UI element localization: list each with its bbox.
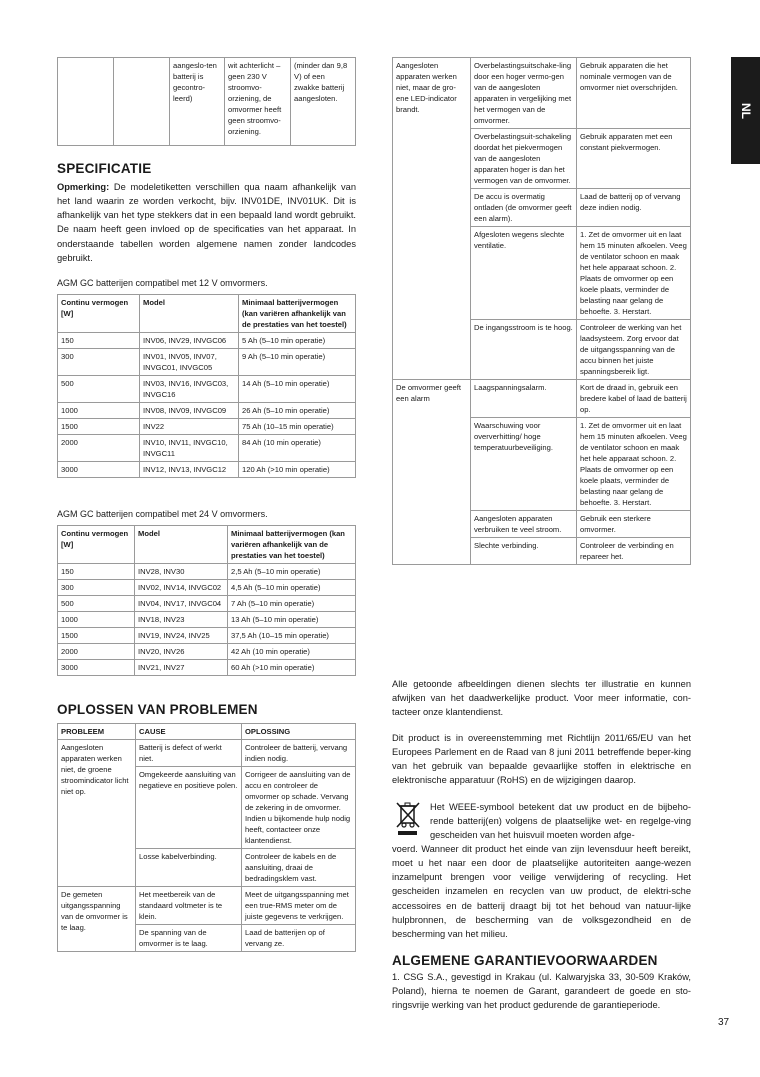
table-cell: 3000 — [58, 660, 135, 676]
table-header-cell: Model — [140, 295, 239, 333]
table-cell: INV19, INV24, INV25 — [135, 628, 228, 644]
table-cell: Controleer de werking van het laadsysteem. Zorg ervoor dat de uitgangsspanning van de accu binnen het juiste spanningsbereik ligt. — [577, 320, 691, 380]
table-cell: 1000 — [58, 403, 140, 419]
table-cell: 300 — [58, 580, 135, 596]
table-cell: Afgesloten wegens slechte ventilatie. — [471, 227, 577, 320]
table-row — [393, 58, 691, 129]
rohs-note: Dit product is in overeenstemming met Richtlijn 2011/65/EU van het Europees Parlement en de Raad van 8 juni 2011 betreffende beper-king van het gebruik van bepaalde gevaarlijke stoffen in elektrische en elektronische apparatuur (RoHS) en de wijzigingen daarop. — [392, 733, 691, 786]
weee-long-text: voerd. Wanneer dit product het einde van zijn levensduur heeft bereikt, moet u het naar een door de plaatselijke autoriteiten aange-wezen inzamelpunt brengen voor veilige verwijdering of recycling. Het gescheiden inzamelen en recyclen van uw product, de elektri-sche accessoires en de batterij draagt bij tot het behoud van natuur-lijke hulpbronnen, de bescherming van de volksgezondheid en de bescherming van het milieu. — [392, 844, 691, 939]
table-cell: 1000 — [58, 612, 135, 628]
table-row — [58, 419, 356, 435]
battery-table-12v — [57, 294, 356, 478]
table-cell: Corrigeer de aansluiting van de accu en controleer de omvormer op schade. Vervang de zekering in de omvormer. Indien u bijkomende hulp nodig heeft, contacteer onze klantendienst. — [242, 767, 356, 849]
table-cell: 1. Zet de omvormer uit en laat hem 15 minuten afkoelen. Veeg de ventilator schoon en maak het hele apparaat schoon. 2. Plaats de omvormer op een koele plaats, verminder de belasting naar gelang de behoefte. 3. Herstart. — [577, 227, 691, 320]
page-number: 37 — [718, 1017, 730, 1028]
table-cell: 4,5 Ah (5–10 min operatie) — [228, 580, 356, 596]
table-cell: 2,5 Ah (5–10 min operatie) — [228, 564, 356, 580]
table-cell: De spanning van de omvormer is te laag. — [136, 925, 242, 952]
table-row — [58, 628, 356, 644]
table-cell: INV04, INV17, INVGC04 — [135, 596, 228, 612]
table-header-cell: Continu vermogen [W] — [58, 526, 135, 564]
table-row — [58, 462, 356, 478]
battery-table-24v — [57, 525, 356, 676]
table-cell: 300 — [58, 349, 140, 376]
table-row — [58, 740, 356, 767]
warranty-title: ALGEMENE GARANTIEVOORWAARDEN — [392, 953, 658, 968]
spec-remark — [57, 180, 356, 265]
table-cell: 120 Ah (>10 min operatie) — [239, 462, 356, 478]
table-row — [58, 564, 356, 580]
table-cell: Aangesloten apparaten verbruiken te veel stroom. — [471, 511, 577, 538]
table-row — [58, 580, 356, 596]
table-cell: Kort de draad in, gebruik een bredere kabel of laad de batterij op. — [577, 380, 691, 418]
table-cell: (minder dan 9,8 V) of een zwakke batterij aangesloten. — [291, 58, 356, 146]
table-header-cell: PROBLEEM — [58, 724, 136, 740]
table-cell: Laagspanningsalarm. — [471, 380, 577, 418]
table-cell — [114, 58, 170, 146]
table-cell: Gebruik een sterkere omvormer. — [577, 511, 691, 538]
table-cell: 13 Ah (5–10 min operatie) — [228, 612, 356, 628]
trouble-table-continued — [392, 57, 691, 565]
table-cell: INV06, INV29, INVGC06 — [140, 333, 239, 349]
table-row — [58, 403, 356, 419]
table-cell: INV03, INV16, INVGC03, INVGC16 — [140, 376, 239, 403]
table-cell: Laad de batterijen op of vervang ze. — [242, 925, 356, 952]
table-cell: Overbelastingsuitschake-ling door een hoger vermo-gen van de aangesloten apparaten in vergelijking met het vermogen van de omvormer. — [471, 58, 577, 129]
table-cell: Het meetbereik van de standaard voltmeter is te klein. — [136, 887, 242, 925]
table-cell: Omgekeerde aansluiting van negatieve en positieve polen. — [136, 767, 242, 849]
table-cell: De omvormer geeft een alarm — [393, 380, 471, 565]
table-header-row — [58, 295, 356, 333]
table-row — [58, 660, 356, 676]
table-cell: 500 — [58, 376, 140, 403]
table-cell: Controleer de batterij, vervang indien nodig. — [242, 740, 356, 767]
table-cell: Overbelastingsuit-schakeling doordat het piekvermogen van de aangesloten apparaten hoger is dan het vermogen van de omvormer. — [471, 129, 577, 189]
table-row — [58, 58, 356, 146]
table-cell: Waarschuwing voor oververhitting/ hoge temperatuurbeveiliging. — [471, 418, 577, 511]
table-row — [58, 887, 356, 925]
illustration-note: Alle getoonde afbeeldingen dienen slechts ter illustratie en kunnen afwijken van het daadwerkelijke product. Voor meer informatie, con-tacteer onze klantendienst. — [392, 679, 691, 718]
weee-short-text: Het WEEE-symbool betekent dat uw product en de bijbeho-rende batterij(en) volgens de plaatselijke wet- en regelge-ving gescheiden van het huisvuil moeten worden afge- — [430, 802, 691, 841]
warranty-text: 1. CSG S.A., gevestigd in Krakau (ul. Kalwaryjska 33, 30-509 Kraków, Poland), hierna te noemen de Garant, garandeert de goede en sto-ringsvrije werking van het product gedurende de garantieperiode. — [392, 972, 691, 1011]
table-cell: De ingangsstroom is te hoog. — [471, 320, 577, 380]
table-cell: Meet de uitgangsspanning met een true-RMS meter om de juiste gegevens te verkrijgen. — [242, 887, 356, 925]
table-cell: Gebruik apparaten met een constant piekvermogen. — [577, 129, 691, 189]
table-row — [58, 376, 356, 403]
spec-title: SPECIFICATIE — [57, 161, 152, 176]
table-cell: INV02, INV14, INVGC02 — [135, 580, 228, 596]
table-cell: Batterij is defect of werkt niet. — [136, 740, 242, 767]
table-row — [58, 349, 356, 376]
trouble-table — [57, 723, 356, 952]
table-header-row — [58, 526, 356, 564]
top-partial-table — [57, 57, 356, 146]
table-cell: Losse kabelverbinding. — [136, 849, 242, 887]
table-cell: INV21, INV27 — [135, 660, 228, 676]
table-cell: INV12, INV13, INVGC12 — [140, 462, 239, 478]
trouble-title: OPLOSSEN VAN PROBLEMEN — [57, 702, 258, 717]
table-cell: 60 Ah (>10 min operatie) — [228, 660, 356, 676]
table-cell: wit achterlicht – geen 230 V stroomvo-orziening, de omvormer heeft geen stroomvo-orziening. — [225, 58, 291, 146]
table-row — [58, 596, 356, 612]
table-cell: INV08, INV09, INVGC09 — [140, 403, 239, 419]
table-cell: 7 Ah (5–10 min operatie) — [228, 596, 356, 612]
language-code: NL — [738, 102, 753, 119]
table-row — [58, 333, 356, 349]
table-cell: Laad de batterij op of vervang deze indien nodig. — [577, 189, 691, 227]
table-cell: 14 Ah (5–10 min operatie) — [239, 376, 356, 403]
table24-caption: AGM GC batterijen compatibel met 24 V omvormers. — [57, 509, 268, 519]
table-cell: 150 — [58, 333, 140, 349]
table12-caption: AGM GC batterijen compatibel met 12 V omvormers. — [57, 278, 268, 288]
table-cell: 2000 — [58, 435, 140, 462]
table-cell: 3000 — [58, 462, 140, 478]
table-cell: 9 Ah (5–10 min operatie) — [239, 349, 356, 376]
table-header-cell: OPLOSSING — [242, 724, 356, 740]
table-header-cell: Model — [135, 526, 228, 564]
weee-bin-icon — [394, 800, 422, 836]
table-header-cell: Minimaal batterijvermogen (kan variëren afhankelijk van de prestaties van het toestel) — [228, 526, 356, 564]
table-cell: 500 — [58, 596, 135, 612]
table-cell: De accu is overmatig ontladen (de omvormer geeft een alarm). — [471, 189, 577, 227]
table-cell: 42 Ah (10 min operatie) — [228, 644, 356, 660]
table-cell: aangeslo-ten batterij is gecontro-leerd) — [170, 58, 225, 146]
table-header-cell: Minimaal batterijvermogen (kan variëren afhankelijk van de prestaties van het toestel) — [239, 295, 356, 333]
remark-text: De modeletiketten verschillen qua naam afhankelijk van het land waarin ze worden verkocht, bijv. INV01DE, INV01UK. Dit is afhankelijk van het type stekkers dat in een bepaald land wordt gebruikt. De naam heeft geen invloed op de specificaties van het apparaat. In onderstaande tabellen worden algemene namen zonder landcodes gebruikt. — [57, 182, 356, 263]
table-header-cell: CAUSE — [136, 724, 242, 740]
table-cell: Gebruik apparaten die het nominale vermogen van de omvormer niet overschrijden. — [577, 58, 691, 129]
table-cell: 5 Ah (5–10 min operatie) — [239, 333, 356, 349]
table-cell: 26 Ah (5–10 min operatie) — [239, 403, 356, 419]
table-cell: 84 Ah (10 min operatie) — [239, 435, 356, 462]
language-tab — [731, 57, 760, 164]
table-row — [58, 644, 356, 660]
table-cell: Aangesloten apparaten werken niet, maar de gro-ene LED-indicator brandt. — [393, 58, 471, 380]
table-cell: 150 — [58, 564, 135, 580]
remark-label: Opmerking: — [57, 182, 110, 192]
table-header-row — [58, 724, 356, 740]
table-cell: De gemeten uitgangsspanning van de omvormer is te laag. — [58, 887, 136, 952]
table-cell: 1500 — [58, 419, 140, 435]
table-cell: Controleer de kabels en de aansluiting, draai de bedradingsklem vast. — [242, 849, 356, 887]
table-cell: INV20, INV26 — [135, 644, 228, 660]
table-cell: INV10, INV11, INVGC10, INVGC11 — [140, 435, 239, 462]
table-row — [393, 380, 691, 418]
table-header-cell: Continu vermogen [W] — [58, 295, 140, 333]
table-cell: Aangesloten apparaten werken niet, de groene stroomindicator licht niet op. — [58, 740, 136, 887]
table-cell: 75 Ah (10–15 min operatie) — [239, 419, 356, 435]
table-cell: INV28, INV30 — [135, 564, 228, 580]
table-row — [58, 612, 356, 628]
table-cell: 1500 — [58, 628, 135, 644]
table-cell: 2000 — [58, 644, 135, 660]
table-cell: 37,5 Ah (10–15 min operatie) — [228, 628, 356, 644]
table-cell: INV22 — [140, 419, 239, 435]
table-cell: 1. Zet de omvormer uit en laat hem 15 minuten afkoelen. Veeg de ventilator schoon en maak het hele apparaat schoon. 2. Plaats de omvormer op een koele plaats, verminder de belasting naar gelang de behoefte. 3. Herstart. — [577, 418, 691, 511]
table-cell: Controleer de verbinding en repareer het. — [577, 538, 691, 565]
table-cell: INV18, INV23 — [135, 612, 228, 628]
table-row — [58, 435, 356, 462]
table-cell — [58, 58, 114, 146]
table-cell: Slechte verbinding. — [471, 538, 577, 565]
table-cell: INV01, INV05, INV07, INVGC01, INVGC05 — [140, 349, 239, 376]
